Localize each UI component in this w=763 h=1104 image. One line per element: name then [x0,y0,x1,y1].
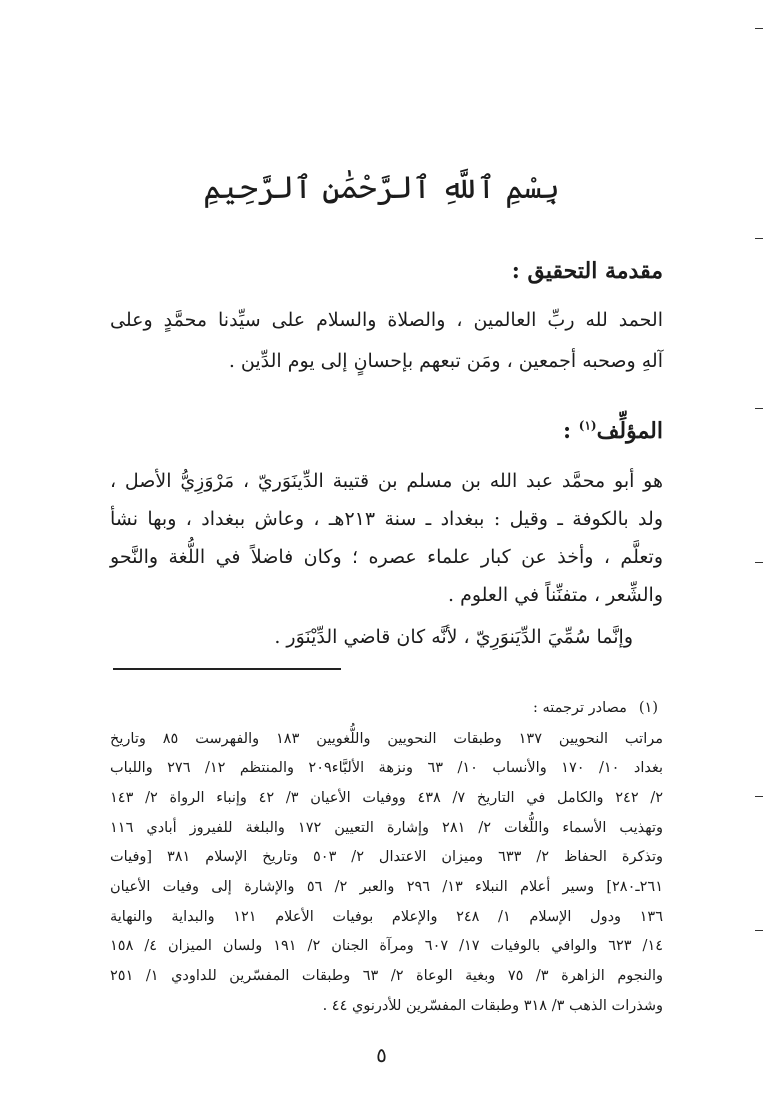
footnote-line: والنجوم الزاهرة ٣/ ٧٥ وبغية الوعاة ٢/ ٦٣ وطبقات المفسّرين للداودي ١/ ٢٥١ [110,968,663,984]
footnote-line: ١٤/ ٦٢٣ والوافي بالوفيات ١٧/ ٦٠٧ ومرآة الجنان ٢/ ١٩١ ولسان الميزان ٤/ ١٥٨ [110,938,664,954]
edge-mark [755,28,763,29]
intro-line: آلهِ وصحبه أجمعين ، ومَن تبعهم بإحسانٍ إلى يوم الدِّين . [228,350,663,372]
intro-line: الحمد لله ربِّ العالمين ، والصلاة والسلام على سيِّدنا محمَّدٍ وعلى [110,309,663,331]
footnote-title-line [110,700,658,716]
footnote-line: وتهذيب الأسماء واللُّغات ٢/ ٢٨١ وإشارة التعيين ١٧٢ والبلغة للفيروز أبادي ١١٦ [110,820,663,836]
footnote-line: ١٣٦ ودول الإسلام ١/ ٢٤٨ والإعلام بوفيات الأعلام ١٢١ والبداية والنهاية [110,909,664,925]
edge-mark [755,796,763,797]
author-line: وإنَّما سُمِّيَ الدِّيَنوَرِيّ ، لأنَّه كان قاضي الدِّيْنَوَر . [274,626,633,648]
footnote-title: مصادر ترجمته : [533,700,627,716]
edge-mark [755,562,763,563]
footnote-line: وشذرات الذهب ٣/ ٣١٨ وطبقات المفسّرين للأدرنوي ٤٤ . [322,998,663,1014]
footnote-line: مراتب النحويين ١٣٧ وطبقات النحويين واللُّغويين ١٨٣ والفهرست ٨٥ وتاريخ [110,731,663,747]
edge-mark [755,930,763,931]
basmala: بِسْمِ ٱللَّهِ ٱلرَّحْمَٰنِ ٱلرَّحِيمِ [203,170,560,206]
heading-colon: : [563,418,579,444]
author-heading-line [110,418,663,444]
author-line: والشِّعر ، متفنِّناً في العلوم . [447,584,663,606]
footnote-line: ٢٦١ـ٢٨٠] وسير أعلام النبلاء ١٣/ ٢٩٦ والعبر ٢/ ٥٦ والإشارة إلى وفيات الأعيان [110,879,663,895]
footnote-line: وتذكرة الحفاظ ٢/ ٦٣٣ وميزان الاعتدال ٢/ ٥٠٣ وتاريخ الإسلام ٣٨١ [وفيات [110,849,664,865]
author-line: هو أبو محمَّد عبد الله بن مسلم بن قتيبة الدِّينَوَريّ ، مَرْوَزِيُّ الأصل ، [110,470,663,492]
author-heading: المؤلِّف [596,418,663,444]
footnote-ref[interactable]: (١) [578,418,597,433]
author-line: وتعلَّم ، وأخذ عن كبار علماء عصره ؛ وكان فاضلاً في اللُّغة والنَّحو [110,546,663,568]
intro-heading: مقدمة التحقيق : [511,258,663,284]
footnote-number: (١) [638,700,658,716]
footnote-separator [113,668,341,670]
edge-mark [755,238,763,239]
page-number: ٥ [376,1043,387,1067]
footnote-line: ٢/ ٢٤٢ والكامل في التاريخ ٧/ ٤٣٨ ووفيات الأعيان ٣/ ٤٢ وإنباء الرواة ٢/ ١٤٣ [110,790,664,806]
edge-mark [755,408,763,409]
author-line: ولد بالكوفة ـ وقيل : ببغداد ـ سنة ٢١٣هـ ، وعاش ببغداد ، وبها نشأ [110,508,663,530]
footnote-line: بغداد ١٠/ ١٧٠ والأنساب ١٠/ ٦٣ ونزهة الألبَّاء٢٠٩ والمنتظم ١٢/ ٢٧٦ واللباب [110,760,663,776]
